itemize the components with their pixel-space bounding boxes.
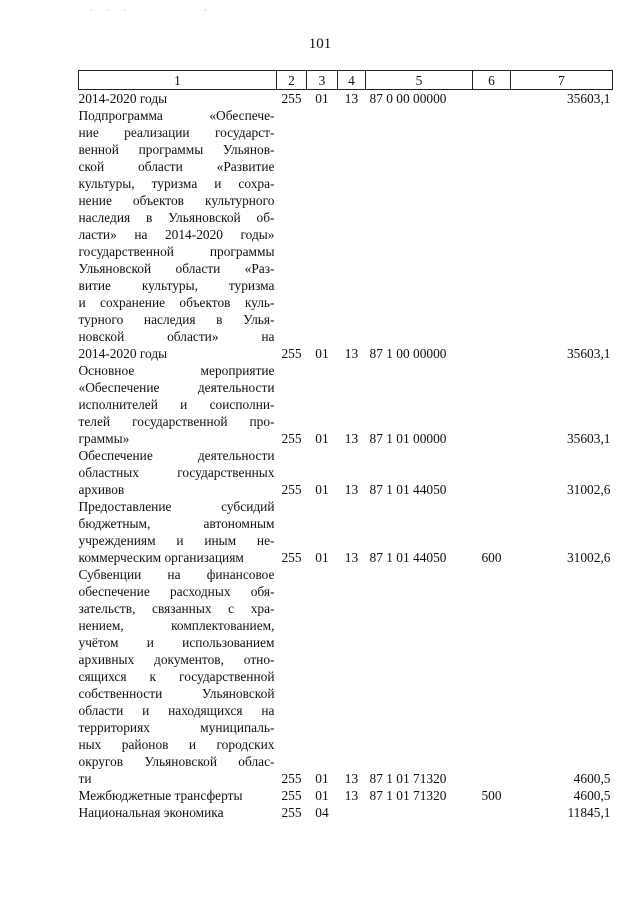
col-subsection — [338, 804, 366, 821]
col-expense-type — [473, 447, 511, 498]
header-cell: 6 — [473, 71, 511, 90]
row-name-line: округов Ульяновской облас- — [78, 754, 275, 769]
col-ministry: 255 — [281, 482, 302, 497]
row-name — [79, 90, 277, 108]
row-name-line: Основное мероприятие — [78, 363, 275, 378]
col-ministry: 255 — [281, 91, 302, 106]
table-row — [79, 447, 613, 498]
row-name-line: области и находящихся на — [78, 703, 275, 718]
row-name — [79, 362, 277, 447]
col-amount: 31002,6 — [566, 482, 611, 497]
row-name-line: Подпрограмма «Обеспече- — [78, 108, 275, 123]
row-name-line: архивов — [78, 482, 125, 497]
col-expense-type — [473, 804, 511, 821]
col-section: 01 — [315, 431, 329, 446]
row-name-line: Субвенции на финансовое — [78, 567, 275, 582]
col-ministry: 255 — [281, 550, 302, 565]
row-name-line: Предоставление субсидий — [78, 499, 275, 514]
row-name-line: турного наследия в Улья- — [78, 312, 275, 327]
table-row — [79, 787, 613, 804]
row-name-line: территориях муниципаль- — [78, 720, 275, 735]
row-name-line: и сохранение объектов куль- — [78, 295, 275, 310]
col-expense-type — [473, 566, 511, 787]
row-name-line: ных районов и городских — [78, 737, 275, 752]
col-amount: 4600,5 — [573, 788, 611, 803]
row-name-line: Национальная экономика — [78, 805, 224, 820]
col-target-article: 87 1 01 71320 — [369, 788, 447, 803]
row-name-line: собственности Ульяновской — [78, 686, 275, 701]
row-name-line: витие культуры, туризма — [78, 278, 275, 293]
col-section: 01 — [315, 771, 329, 786]
col-subsection: 13 — [344, 771, 359, 786]
col-expense-type — [473, 362, 511, 447]
row-name-line: ской области «Развитие — [78, 159, 275, 174]
row-name-line: коммерческим организациям — [78, 550, 244, 565]
row-name-line: областных государственных — [78, 465, 275, 480]
col-target-article — [366, 804, 473, 821]
col-amount: 35603,1 — [566, 431, 611, 446]
col-subsection: 13 — [344, 550, 359, 565]
row-name — [79, 498, 277, 566]
row-name-line: сящихся к государственной — [78, 669, 275, 684]
col-target-article: 87 1 01 44050 — [369, 482, 447, 497]
row-name — [79, 566, 277, 787]
header-cell: 1 — [79, 71, 277, 90]
table-row — [79, 566, 613, 787]
table-row — [79, 107, 613, 362]
row-name-line: обеспечение расходных обя- — [78, 584, 275, 599]
col-ministry: 255 — [281, 788, 302, 803]
row-name-line: зательств, связанных с хра- — [78, 601, 275, 616]
col-section: 01 — [315, 550, 329, 565]
row-name-line: нением, комплектованием, — [78, 618, 275, 633]
row-name-line: Межбюджетные трансферты — [78, 788, 243, 803]
col-subsection: 13 — [344, 346, 359, 361]
col-ministry: 255 — [281, 346, 302, 361]
col-target-article: 87 1 01 00000 — [369, 431, 447, 446]
col-expense-type: 600 — [481, 550, 502, 565]
page-number: 101 — [308, 36, 332, 52]
row-name-line: ти — [78, 771, 92, 786]
row-name-line: наследия в Ульяновской об- — [78, 210, 275, 225]
scan-specks: · · · · — [90, 6, 213, 15]
col-amount: 31002,6 — [566, 550, 611, 565]
col-subsection: 13 — [344, 431, 359, 446]
col-target-article: 87 1 01 71320 — [369, 771, 447, 786]
row-name-line: архивных документов, отно- — [78, 652, 275, 667]
row-name-line: исполнителей и соисполни- — [78, 397, 275, 412]
col-subsection: 13 — [344, 91, 359, 106]
row-name-line: государственной программы — [78, 244, 275, 259]
row-name-line: бюджетным, автономным — [78, 516, 275, 531]
col-target-article: 87 1 00 00000 — [369, 346, 447, 361]
col-target-article: 87 1 01 44050 — [369, 550, 447, 565]
budget-table — [78, 70, 613, 821]
row-name-line: учётом и использованием — [78, 635, 275, 650]
table-row — [79, 90, 613, 108]
col-amount: 11845,1 — [567, 805, 611, 820]
row-name-line: ласти» на 2014-2020 годы» — [78, 227, 275, 242]
row-name-line: 2014-2020 годы — [78, 346, 168, 361]
table-row — [79, 804, 613, 821]
row-name — [79, 804, 277, 821]
row-name-line: венной программы Ульянов- — [78, 142, 275, 157]
row-name-line: 2014-2020 годы — [78, 91, 168, 106]
col-subsection: 13 — [344, 788, 359, 803]
row-name-line: культуры, туризма и сохра- — [78, 176, 275, 191]
header-cell: 3 — [307, 71, 338, 90]
col-section: 01 — [315, 788, 329, 803]
col-expense-type — [473, 90, 511, 108]
row-name — [79, 787, 277, 804]
row-name-line: новской области» на — [78, 329, 275, 344]
row-name-line: ние реализации государст- — [78, 125, 275, 140]
row-name-line: «Обеспечение деятельности — [78, 380, 275, 395]
col-ministry: 255 — [281, 431, 302, 446]
header-cell: 7 — [511, 71, 613, 90]
col-expense-type: 500 — [481, 788, 502, 803]
table-row — [79, 498, 613, 566]
col-ministry: 255 — [281, 805, 302, 820]
col-section: 01 — [315, 482, 329, 497]
row-name — [79, 447, 277, 498]
header-row — [79, 71, 613, 90]
row-name-line: нение объектов культурного — [78, 193, 275, 208]
col-target-article: 87 0 00 00000 — [369, 91, 447, 106]
col-section: 04 — [315, 805, 329, 820]
row-name — [79, 107, 277, 362]
row-name-line: телей государственной про- — [78, 414, 275, 429]
col-expense-type — [473, 107, 511, 362]
header-cell: 2 — [277, 71, 307, 90]
table-row — [79, 362, 613, 447]
header-cell: 5 — [366, 71, 473, 90]
col-section: 01 — [315, 91, 329, 106]
col-amount: 35603,1 — [566, 91, 611, 106]
row-name-line: граммы» — [78, 431, 130, 446]
col-section: 01 — [315, 346, 329, 361]
row-name-line: Ульяновской области «Раз- — [78, 261, 275, 276]
row-name-line: учреждениям и иным не- — [78, 533, 275, 548]
col-amount: 35603,1 — [566, 346, 611, 361]
col-amount: 4600,5 — [573, 771, 611, 786]
col-subsection: 13 — [344, 482, 359, 497]
header-cell: 4 — [338, 71, 366, 90]
row-name-line: Обеспечение деятельности — [78, 448, 275, 463]
col-ministry: 255 — [281, 771, 302, 786]
